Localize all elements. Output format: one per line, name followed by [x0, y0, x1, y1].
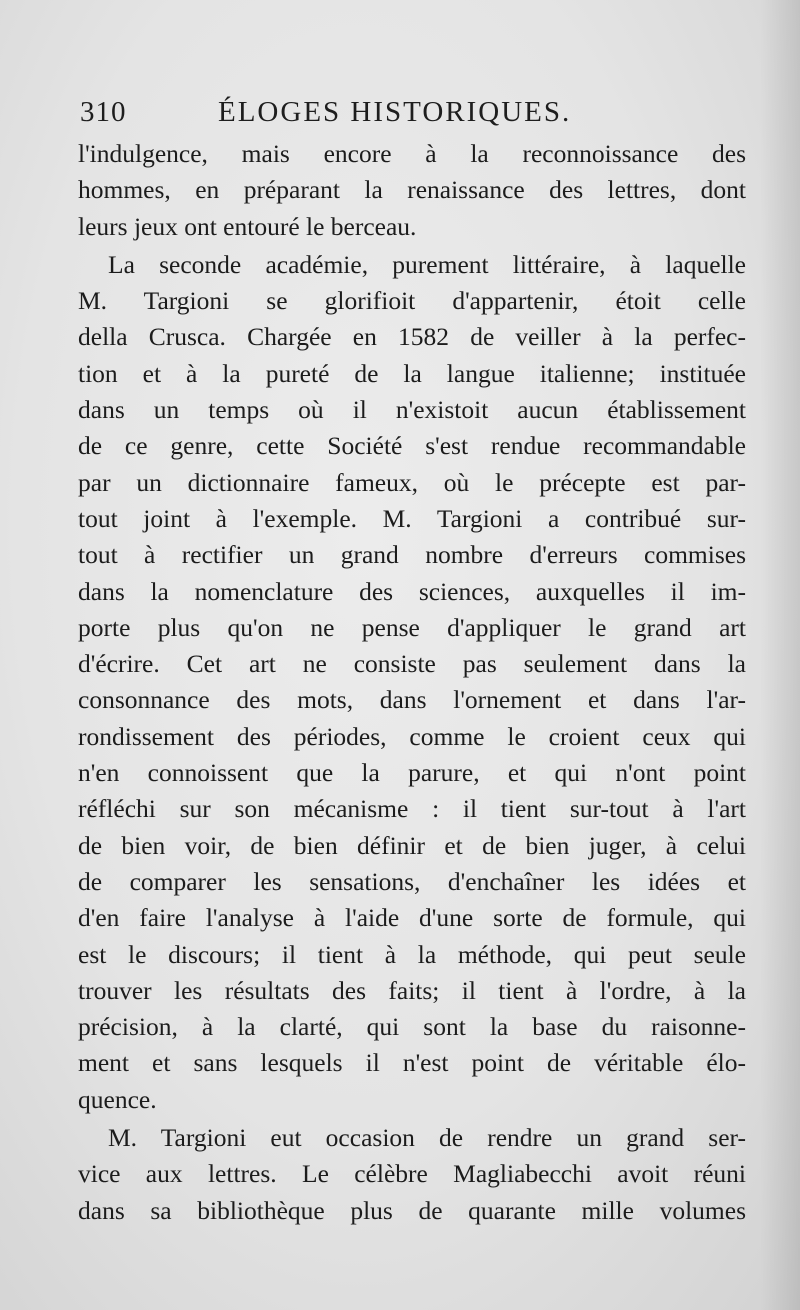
text-line: dans sa bibliothèque plus de quarante mille volumes: [78, 1195, 746, 1225]
paragraph: [78, 1120, 746, 1229]
text-line: La seconde académie, purement littéraire, à laquelle: [108, 249, 746, 279]
text-line: porte plus qu'on ne pense d'appliquer le grand art: [78, 612, 746, 642]
text-line: l'indulgence, mais encore à la reconnoissance des: [78, 139, 746, 168]
text-line: n'en connoissent que la parure, et qui n'ont point: [78, 758, 746, 788]
text-line: d'en faire l'analyse à l'aide d'une sorte de formule, qui: [78, 903, 746, 933]
text-line: M. Targioni eut occasion de rendre un grand ser-: [108, 1123, 746, 1153]
text-line: vice aux lettres. Le célèbre Magliabecchi avoit réuni: [78, 1159, 746, 1189]
text-line: réfléchi sur son mécanisme : il tient sur-tout à l'art: [78, 794, 746, 824]
text-line: de comparer les sensations, d'enchaîner les idées et: [78, 866, 746, 896]
text-line: quence.: [78, 1084, 157, 1114]
text-line: de bien voir, de bien définir et de bien juger, à celui: [78, 830, 746, 860]
text-line: est le discours; il tient à la méthode, qui peut seule: [78, 939, 746, 969]
text-line: de ce genre, cette Société s'est rendue recommandable: [78, 431, 746, 461]
text-line: M. Targioni se glorifioit d'appartenir, étoit celle: [78, 286, 746, 316]
paragraph: [78, 136, 746, 245]
text-line: par un dictionnaire fameux, où le précepte est par-: [78, 467, 746, 497]
text-line: dans un temps où il n'existoit aucun établissement: [78, 395, 746, 425]
text-line: hommes, en préparant la renaissance des lettres, dont: [78, 175, 746, 205]
page-header: [80, 96, 720, 136]
text-line: tout joint à l'exemple. M. Targioni a contribué sur-: [78, 503, 746, 533]
text-line: ment et sans lesquels il n'est point de véritable élo-: [78, 1048, 746, 1078]
page-number: 310: [80, 96, 127, 128]
text-line: consonnance des mots, dans l'ornement et dans l'ar-: [78, 685, 746, 715]
text-line: tout à rectifier un grand nombre d'erreurs commises: [78, 540, 746, 570]
running-title: ÉLOGES HISTORIQUES.: [218, 96, 572, 128]
text-line: leurs jeux ont entouré le berceau.: [78, 211, 417, 241]
text-line: rondissement des périodes, comme le croient ceux qui: [78, 721, 746, 751]
text-line: dans la nomenclature des sciences, auxquelles il im-: [78, 576, 746, 606]
text-line: trouver les résultats des faits; il tient à l'ordre, à la: [78, 975, 746, 1005]
text-line: précision, à la clarté, qui sont la base du raisonne-: [78, 1012, 746, 1042]
page-edge-shadow: [760, 0, 800, 1310]
body-text: [78, 136, 746, 1229]
text-line: della Crusca. Chargée en 1582 de veiller à la perfec-: [78, 322, 746, 352]
text-line: d'écrire. Cet art ne consiste pas seulement dans la: [78, 649, 746, 679]
text-line: tion et à la pureté de la langue italienne; instituée: [78, 358, 746, 388]
paragraph: [78, 247, 746, 1118]
